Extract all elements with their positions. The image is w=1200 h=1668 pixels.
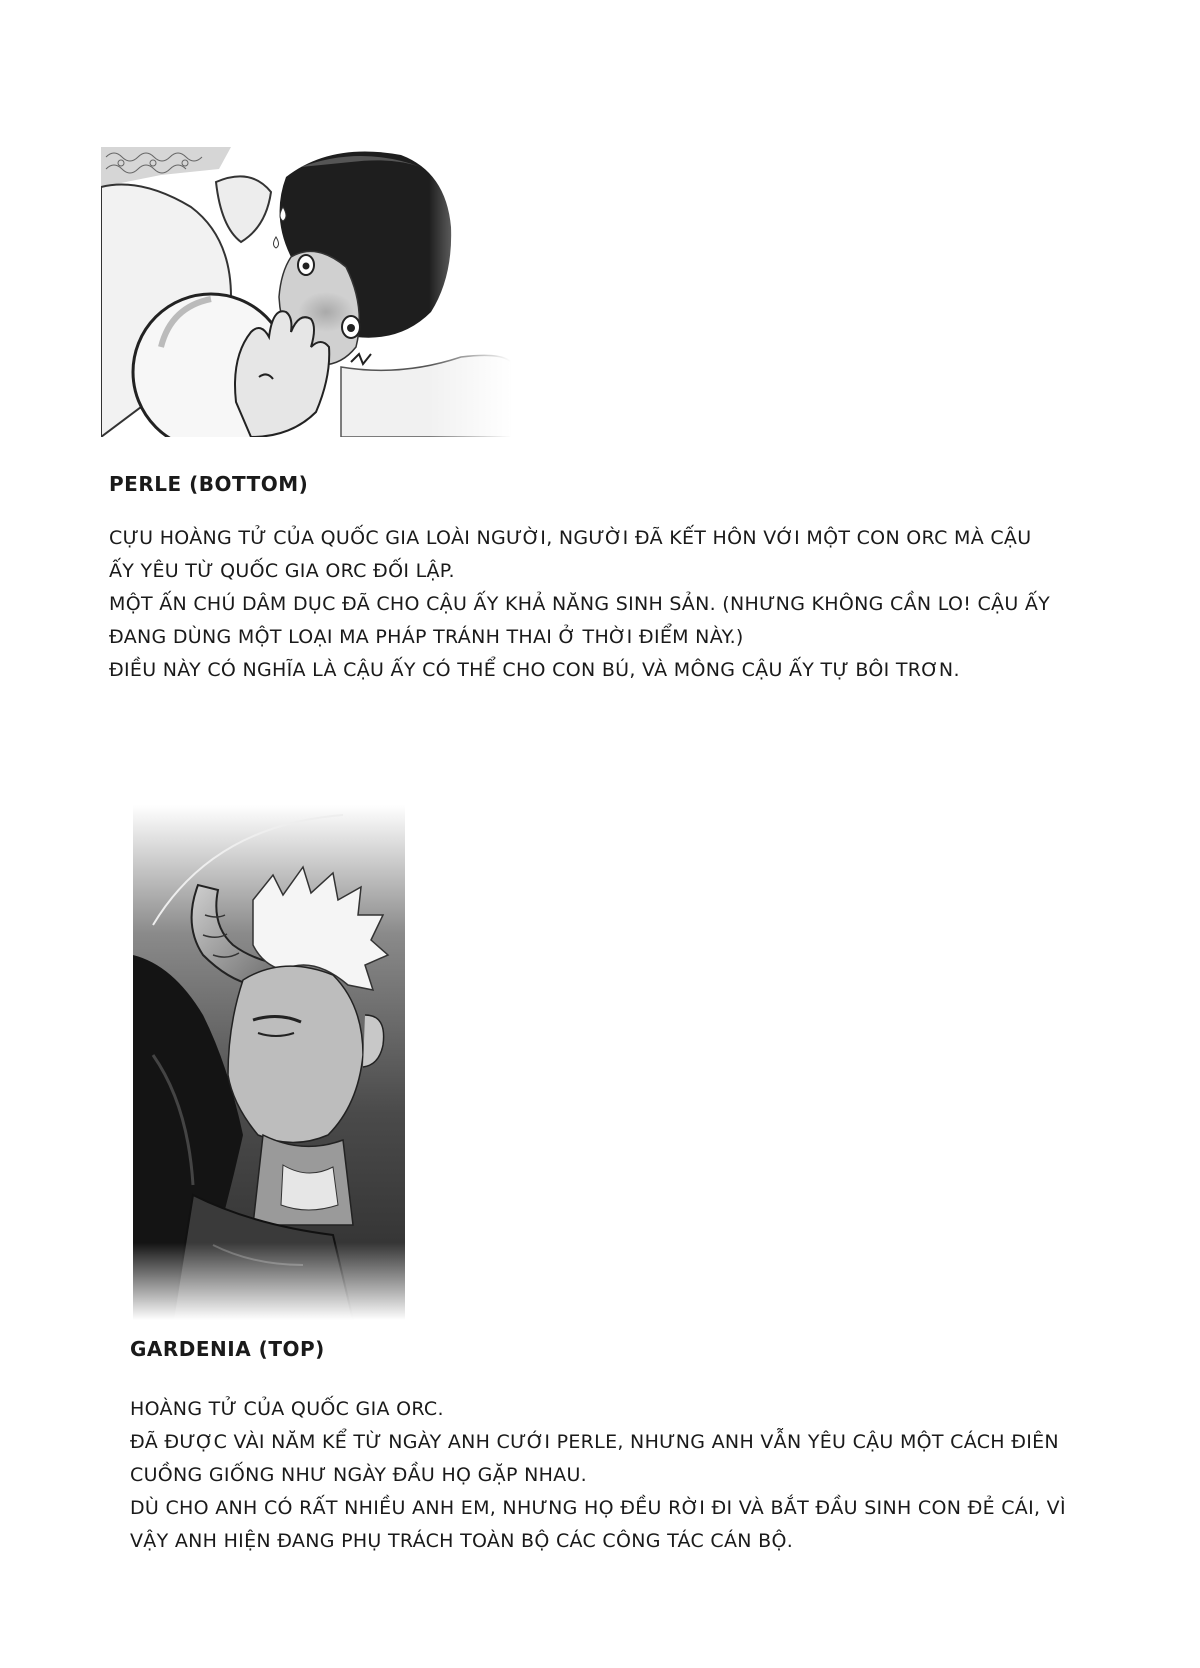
gardenia-description-line: DÙ CHO ANH CÓ RẤT NHIỀU ANH EM, NHƯNG HỌ ĐỀU RỜI ĐI VÀ BẮT ĐẦU SINH CON ĐẺ CÁI, VÌ xyxy=(130,1497,1066,1519)
gardenia-artwork xyxy=(133,805,405,1320)
perle-name-heading: PERLE (BOTTOM) xyxy=(109,472,309,496)
gardenia-description xyxy=(130,1393,1066,1558)
perle-description-line: ĐANG DÙNG MỘT LOẠI MA PHÁP TRÁNH THAI Ở THỜI ĐIỂM NÀY.) xyxy=(109,626,744,648)
perle-illustration xyxy=(101,147,511,437)
gardenia-description-line: ĐÃ ĐƯỢC VÀI NĂM KỂ TỪ NGÀY ANH CƯỚI PERLE, NHƯNG ANH VẪN YÊU CẬU MỘT CÁCH ĐIÊN xyxy=(130,1431,1059,1453)
gardenia-description-line: CUỒNG GIỐNG NHƯ NGÀY ĐẦU HỌ GẶP NHAU. xyxy=(130,1464,588,1486)
perle-artwork xyxy=(101,147,511,437)
perle-description-line: ĐIỀU NÀY CÓ NGHĨA LÀ CẬU ẤY CÓ THỂ CHO CON BÚ, VÀ MÔNG CẬU ẤY TỰ BÔI TRƠN. xyxy=(109,659,960,681)
perle-description xyxy=(109,522,1050,687)
gardenia-illustration xyxy=(133,805,405,1320)
perle-description-line: MỘT ẤN CHÚ DÂM DỤC ĐÃ CHO CẬU ẤY KHẢ NĂNG SINH SẢN. (NHƯNG KHÔNG CẦN LO! CẬU ẤY xyxy=(109,593,1051,615)
gardenia-description-line: VẬY ANH HIỆN ĐANG PHỤ TRÁCH TOÀN BỘ CÁC CÔNG TÁC CÁN BỘ. xyxy=(130,1530,794,1552)
perle-description-line: ẤY YÊU TỪ QUỐC GIA ORC ĐỐI LẬP. xyxy=(109,560,455,582)
gardenia-name-heading: GARDENIA (TOP) xyxy=(130,1337,325,1361)
perle-description-line: CỰU HOÀNG TỬ CỦA QUỐC GIA LOÀI NGƯỜI, NGƯỜI ĐÃ KẾT HÔN VỚI MỘT CON ORC MÀ CẬU xyxy=(109,527,1032,549)
gardenia-description-line: HOÀNG TỬ CỦA QUỐC GIA ORC. xyxy=(130,1398,444,1420)
